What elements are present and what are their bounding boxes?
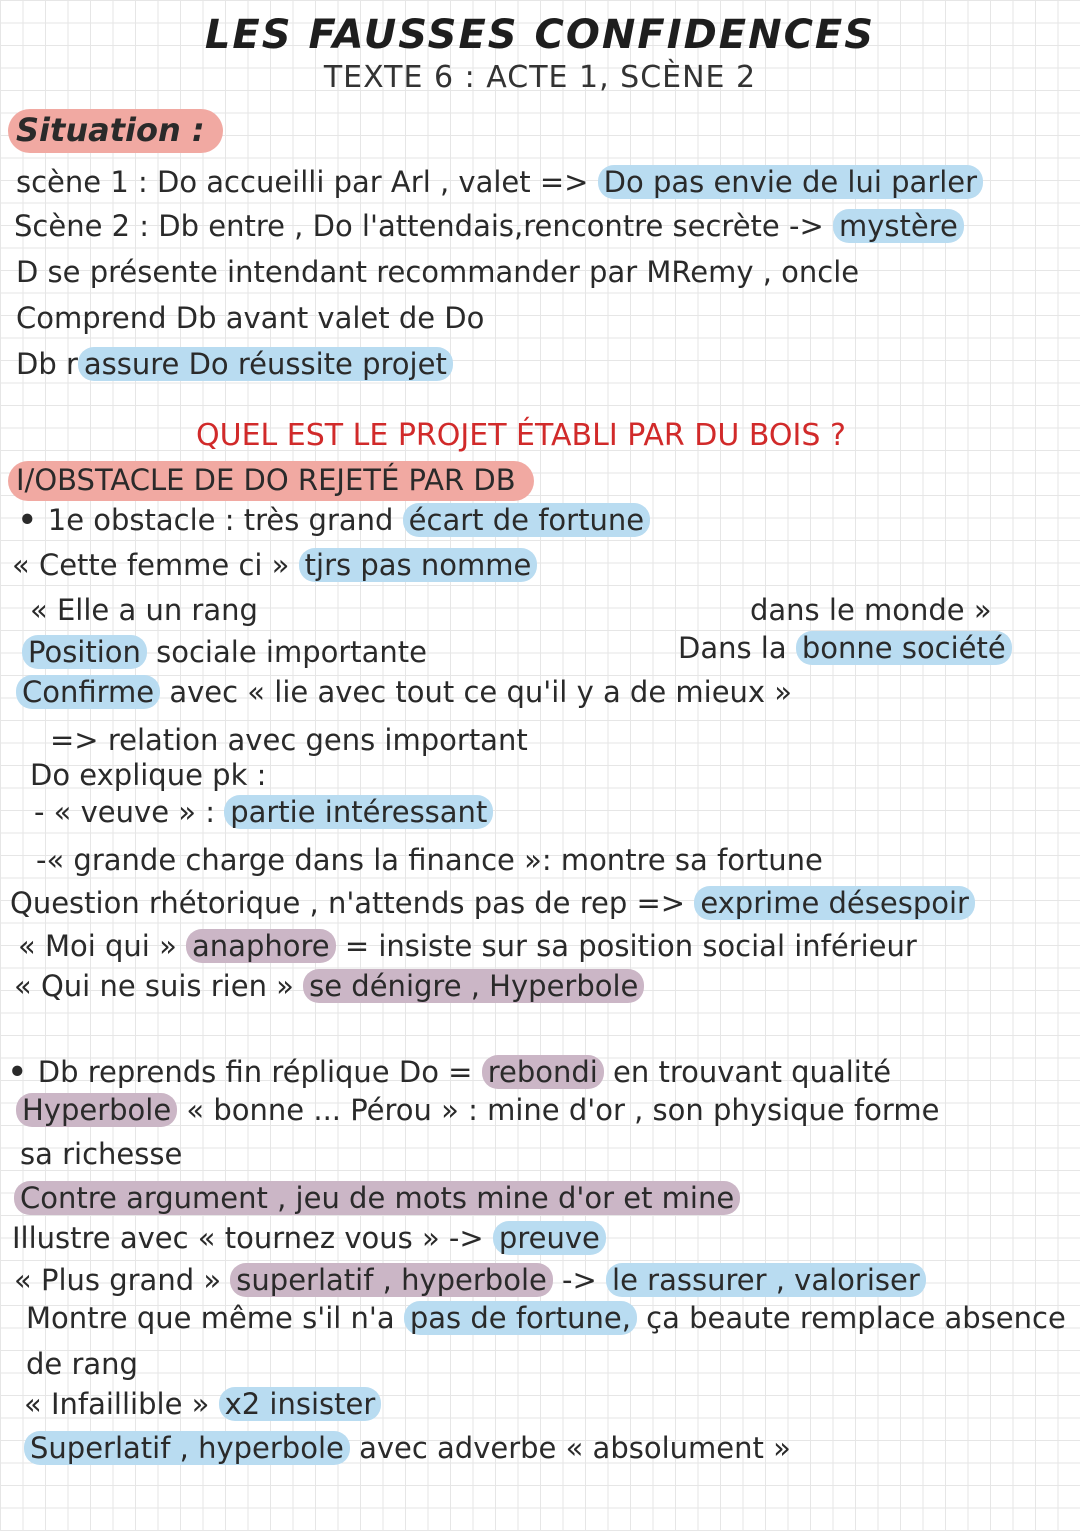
highlight: x2 insister [219, 1387, 382, 1421]
highlight: Hyperbole [16, 1093, 177, 1127]
part1-line-9: -« grande charge dans la finance »: montre sa fortune [36, 843, 823, 877]
highlight: Confirme [16, 675, 160, 709]
part2-line-7: Montre que même s'il n'a pas de fortune, ça beaute remplace absence [26, 1301, 1066, 1335]
part1-line-6: => relation avec gens important [50, 723, 528, 757]
part2-line-9: « Infaillible » x2 insister [24, 1386, 381, 1422]
highlight: le rassurer , valoriser [606, 1263, 926, 1297]
part1-heading-line [8, 462, 534, 498]
highlight: se dénigre , Hyperbole [303, 969, 644, 1003]
page-title: LES FAUSSES CONFIDENCES [204, 12, 876, 58]
highlight: assure Do réussite projet [78, 347, 453, 381]
part1-line-12: « Qui ne suis rien » se dénigre , Hyperbole [14, 968, 644, 1004]
part2-line-6: « Plus grand » superlatif , hyperbole -> le rassurer , valoriser [14, 1262, 926, 1298]
highlight: anaphore [186, 929, 336, 963]
highlight: tjrs pas nomme [299, 548, 538, 582]
situation-heading: Situation : [8, 109, 223, 153]
highlight: Contre argument , jeu de mots mine d'or et mine [14, 1181, 740, 1215]
highlight: rebondi [482, 1055, 604, 1089]
part1-heading: I/OBSTACLE DE DO REJETÉ PAR DB [8, 461, 534, 501]
part1-line-1: • 1e obstacle : très grand écart de fortune [18, 502, 650, 538]
part2-line-8: de rang [26, 1347, 138, 1381]
part2-line-4 [14, 1180, 740, 1216]
part1-line-10: Question rhétorique , n'attends pas de rep => exprime désespoir [10, 885, 975, 921]
highlight: Superlatif , hyperbole [24, 1431, 350, 1465]
highlight: superlatif , hyperbole [230, 1263, 553, 1297]
page-subtitle: TEXTE 6 : ACTE 1, SCÈNE 2 [323, 60, 757, 95]
highlight: bonne société [796, 631, 1012, 665]
part2-line-3: sa richesse [20, 1137, 183, 1171]
part1-line-11: « Moi qui » anaphore = insiste sur sa position social inférieur [18, 929, 917, 963]
highlight: pas de fortune, [404, 1301, 637, 1335]
highlight: mystère [833, 209, 964, 243]
part2-line-5: Illustre avec « tournez vous » -> preuve [12, 1220, 606, 1256]
main-question: QUEL EST LE PROJET ÉTABLI PAR DU BOIS ? [196, 418, 846, 453]
part1-line-7: Do explique pk : [30, 758, 267, 792]
part1-line-2: « Cette femme ci » tjrs pas nomme [12, 547, 537, 583]
highlight: exprime désespoir [694, 886, 975, 920]
part1-line-4a: Position sociale importante [22, 634, 427, 670]
situation-line-2: Scène 2 : Db entre , Do l'attendais,rencontre secrète -> mystère [14, 208, 964, 244]
part1-line-5: Confirme avec « lie avec tout ce qu'il y a de mieux » [16, 674, 792, 710]
highlight: preuve [493, 1221, 606, 1255]
situation-heading-line [8, 112, 223, 149]
part2-line-10: Superlatif , hyperbole avec adverbe « absolument » [24, 1430, 791, 1466]
situation-line-1: scène 1 : Do accueilli par Arl , valet => Do pas envie de lui parler [16, 164, 983, 200]
part1-line-8: - « veuve » : partie intéressant [34, 794, 493, 830]
part2-line-2: Hyperbole « bonne ... Pérou » : mine d'or , son physique forme [16, 1092, 939, 1128]
highlight: Do pas envie de lui parler [598, 165, 983, 199]
part1-line-3a: « Elle a un rang [30, 593, 258, 627]
highlight: Position [22, 635, 147, 669]
situation-line-5: Db r assure Do réussite projet [16, 346, 453, 382]
part2-line-1: • Db reprends fin réplique Do = rebondi en trouvant qualité [8, 1054, 891, 1090]
highlight: écart de fortune [403, 503, 650, 537]
highlight: partie intéressant [224, 795, 493, 829]
situation-line-3: D se présente intendant recommander par MRemy , oncle [16, 255, 860, 289]
situation-line-4: Comprend Db avant valet de Do [16, 301, 485, 335]
part1-line-4b: Dans la bonne société [678, 630, 1012, 666]
part1-line-3b: dans le monde » [750, 593, 992, 627]
